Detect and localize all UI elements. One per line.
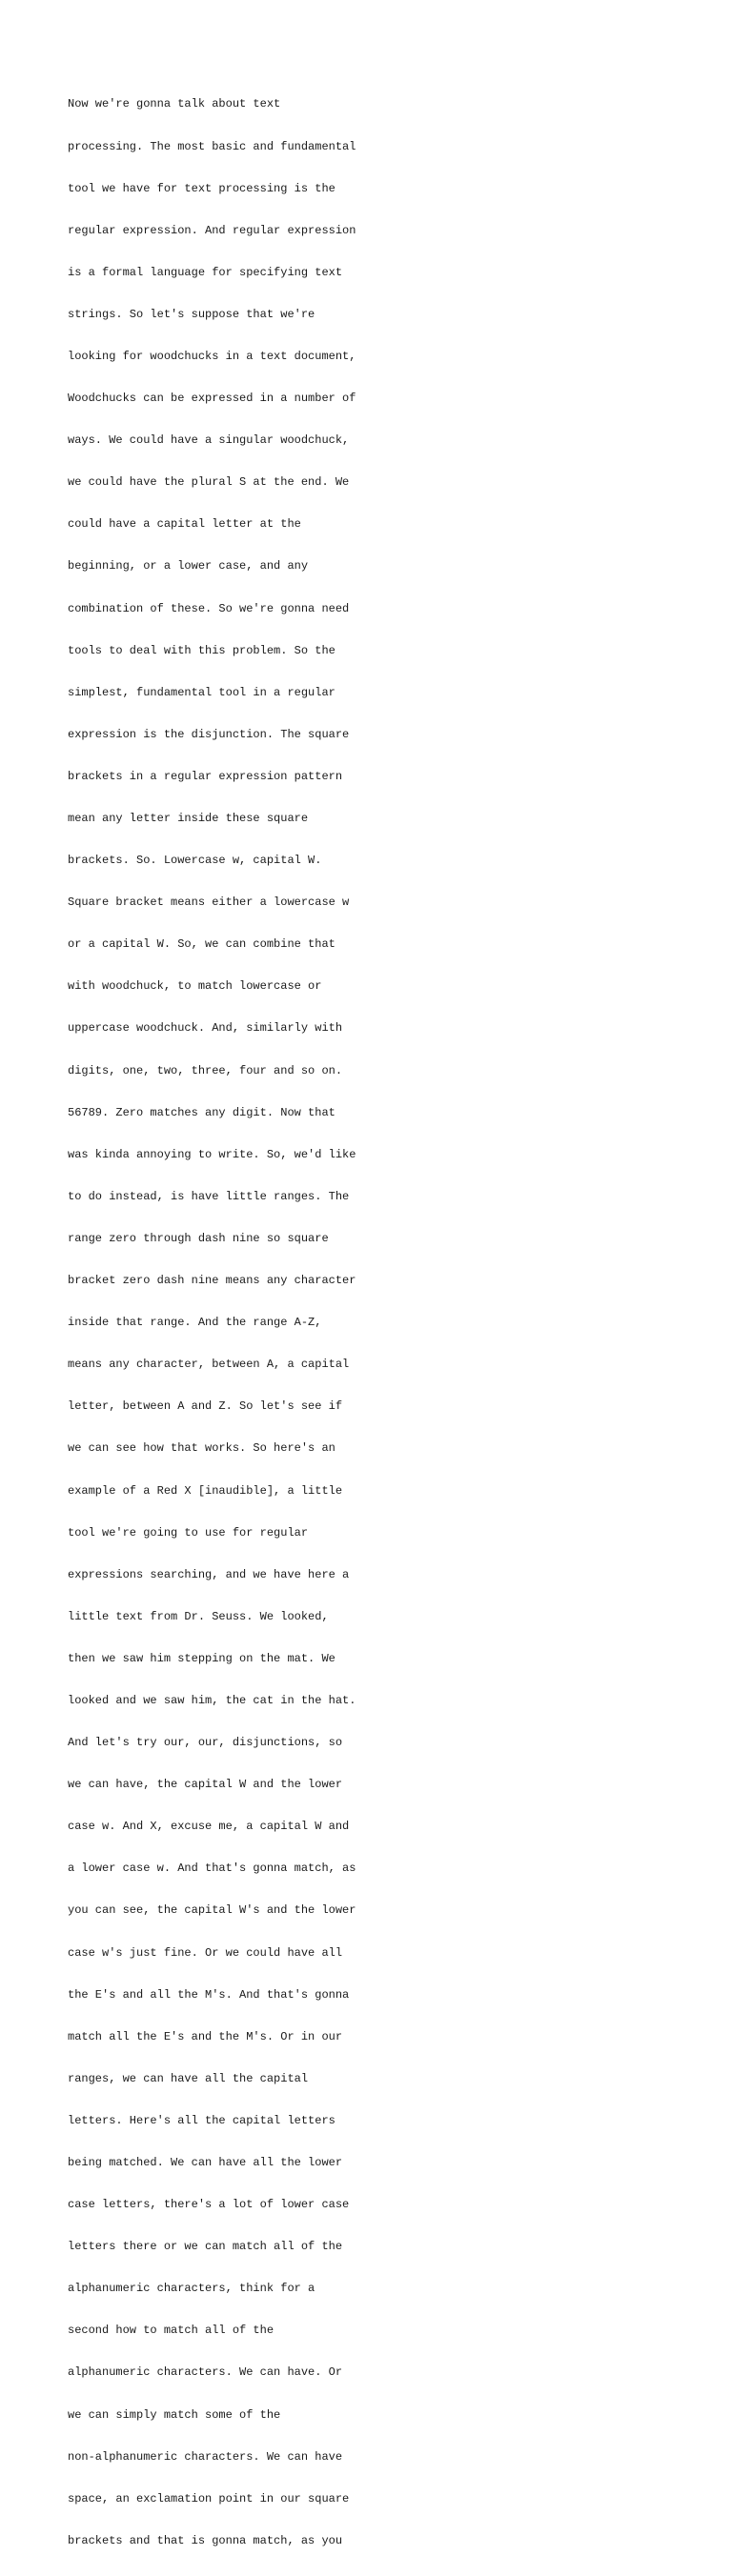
text-line: we can see how that works. So here's an (68, 1441, 336, 1456)
text-line: letters. Here's all the capital letters (68, 2113, 336, 2127)
text-line: expression is the disjunction. The square (68, 727, 350, 741)
text-line: space, an exclamation point in our square (68, 2491, 350, 2506)
text-line: we could have the plural S at the end. We (68, 475, 350, 490)
text-line: tool we have for text processing is the (68, 181, 336, 195)
text-line: beginning, or a lower case, and any (68, 559, 309, 574)
text-line: mean any letter inside these square (68, 812, 309, 825)
text-line: alphanumeric characters, think for a (68, 2282, 315, 2296)
text-line: brackets. So. Lowercase w, capital W. (68, 854, 322, 868)
text-line: with woodchuck, to match lowercase or (68, 979, 322, 994)
text-line: 56789. Zero matches any digit. Now that (68, 1105, 336, 1119)
text-line: case w's just fine. Or we could have all (68, 1945, 343, 1960)
text-line: example of a Red X [inaudible], a little (68, 1483, 343, 1498)
text-line: expressions searching, and we have here a (68, 1567, 350, 1581)
text-line: ranges, we can have all the capital (68, 2071, 309, 2085)
text-line: inside that range. And the range A-Z, (68, 1316, 322, 1330)
text-line: we can have, the capital W and the lower (68, 1778, 343, 1792)
text-line: the E's and all the M's. And that's gonna (68, 1987, 350, 2002)
text-line: little text from Dr. Seuss. We looked, (68, 1609, 329, 1623)
text-line: could have a capital letter at the (68, 517, 301, 532)
text-line: was kinda annoying to write. So, we'd like (68, 1147, 356, 1161)
text-line: uppercase woodchuck. And, similarly with (68, 1021, 343, 1036)
text-line: simplest, fundamental tool in a regular (68, 685, 336, 699)
text-line: brackets in a regular expression pattern (68, 769, 343, 783)
text-line: processing. The most basic and fundamental (68, 139, 356, 153)
text-line: looking for woodchucks in a text document, (68, 349, 356, 363)
text-line: Now we're gonna talk about text (68, 97, 281, 111)
text-line: letters there or we can match all of the (68, 2240, 343, 2254)
text-line: ways. We could have a singular woodchuck, (68, 433, 350, 448)
text-line: bracket zero dash nine means any character (68, 1274, 356, 1288)
text-line: case letters, there's a lot of lower case (68, 2198, 350, 2212)
text-line: then we saw him stepping on the mat. We (68, 1651, 336, 1665)
text-line: And let's try our, our, disjunctions, so (68, 1736, 343, 1750)
text-line: range zero through dash nine so square (68, 1231, 329, 1245)
text-line: second how to match all of the (68, 2324, 274, 2338)
text-line: is a formal language for specifying text (68, 265, 343, 279)
text-line: regular expression. And regular expression (68, 223, 356, 237)
text-line: non-alphanumeric characters. We can have (68, 2449, 343, 2464)
text-line: letter, between A and Z. So let's see if (68, 1399, 343, 1414)
text-line: Square bracket means either a lowercase w (68, 896, 350, 910)
text-line: or a capital W. So, we can combine that (68, 937, 336, 952)
text-line: to do instead, is have little ranges. The (68, 1189, 350, 1203)
text-line: means any character, between A, a capital (68, 1358, 350, 1372)
text-line: looked and we saw him, the cat in the hat. (68, 1693, 356, 1707)
text-line: alphanumeric characters. We can have. Or (68, 2365, 343, 2380)
transcript-text (68, 70, 356, 2576)
text-line: case w. And X, excuse me, a capital W and (68, 1820, 350, 1834)
text-line: tools to deal with this problem. So the (68, 643, 336, 657)
text-line: a lower case w. And that's gonna match, as (68, 1862, 356, 1876)
text-line: tool we're going to use for regular (68, 1525, 309, 1540)
text-line: strings. So let's suppose that we're (68, 307, 315, 321)
text-line: you can see, the capital W's and the lower (68, 1903, 356, 1918)
text-line: combination of these. So we're gonna need (68, 601, 350, 615)
text-line: being matched. We can have all the lower (68, 2156, 343, 2169)
text-line: match all the E's and the M's. Or in our (68, 2029, 343, 2043)
text-line: Woodchucks can be expressed in a number of (68, 392, 356, 406)
text-line: brackets and that is gonna match, as you (68, 2533, 343, 2547)
text-line: we can simply match some of the (68, 2407, 281, 2422)
text-line: digits, one, two, three, four and so on. (68, 1063, 343, 1077)
